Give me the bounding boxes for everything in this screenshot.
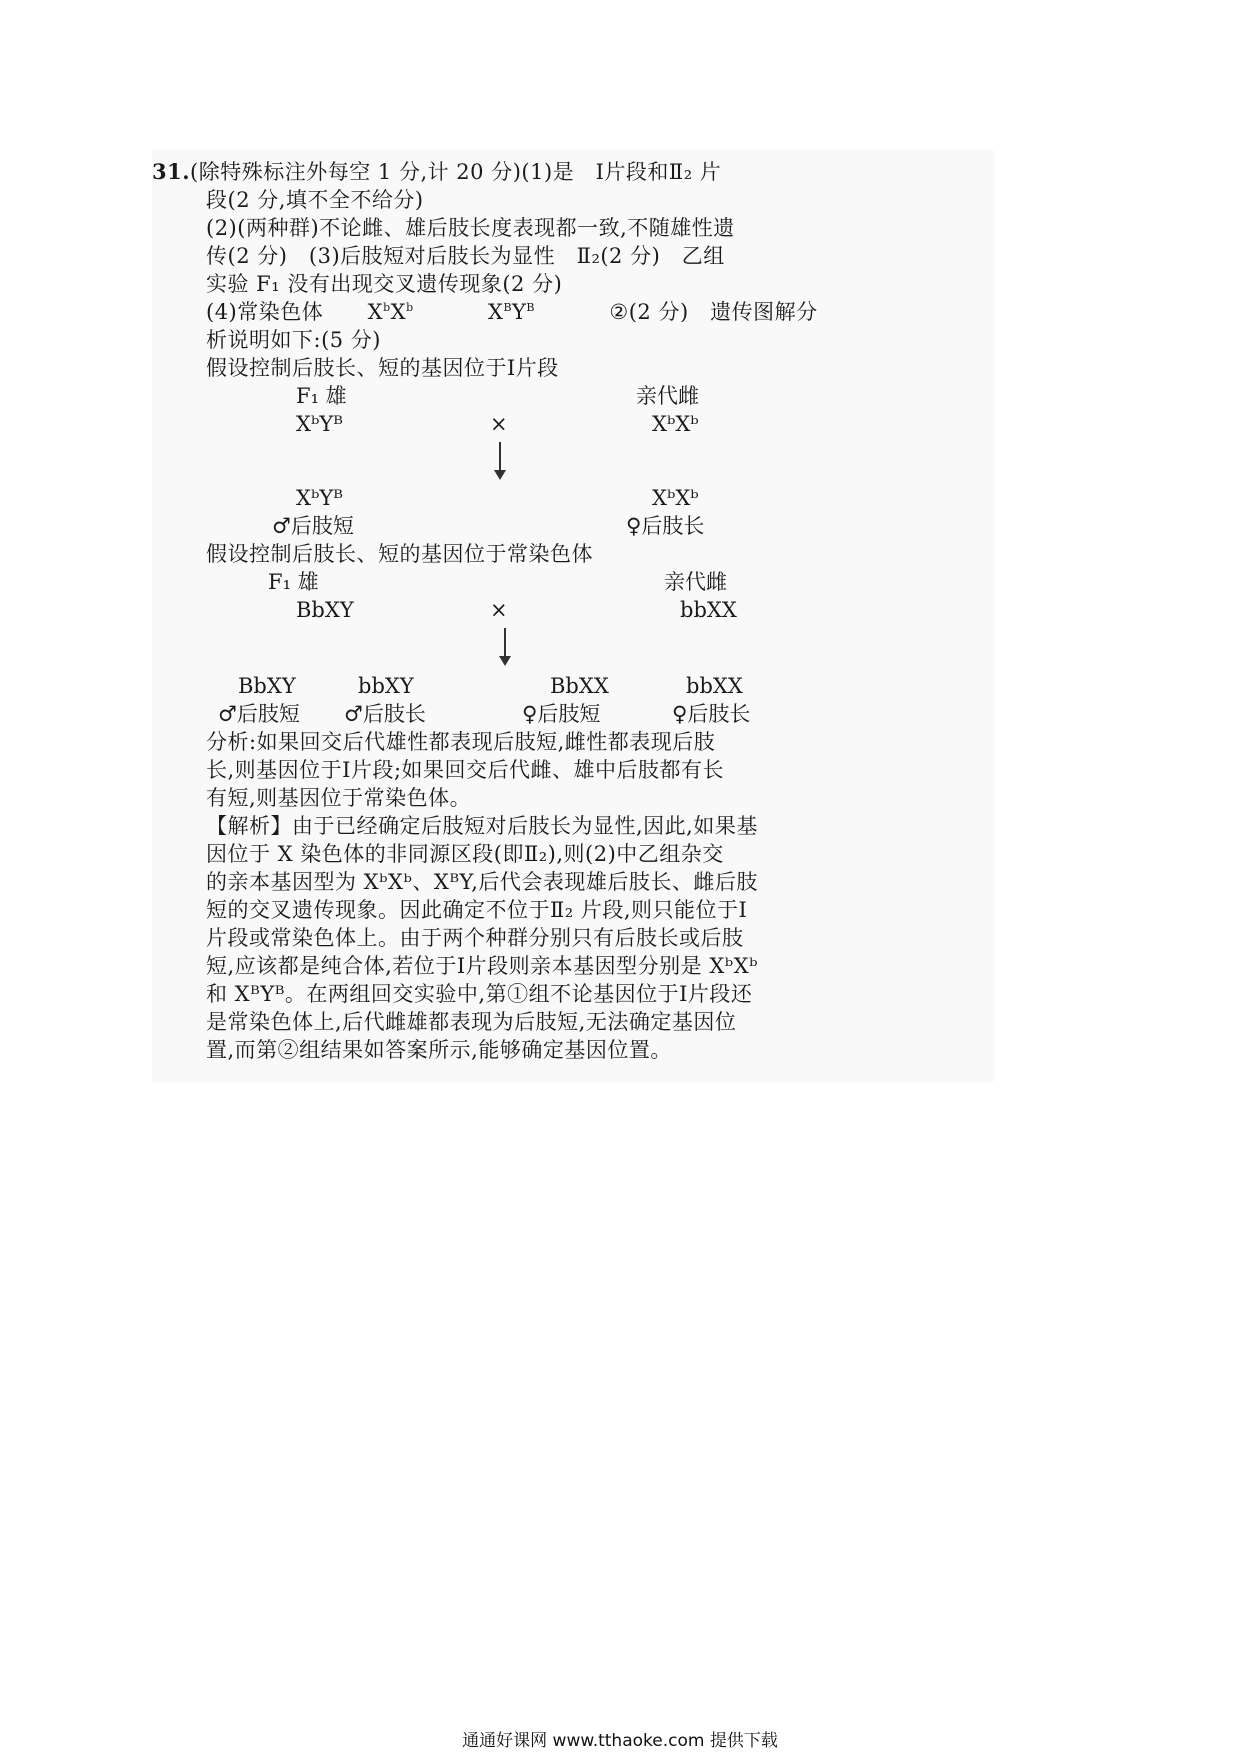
footer-text: 通通好课网 www.tthaoke.com 提供下载 xyxy=(462,1731,778,1751)
cross1-parent-genotype: XᵇXᵇ xyxy=(652,412,699,436)
explanation-line-3: 的亲本基因型为 XᵇXᵇ、XᴮY,后代会表现雄后肢长、雌后肢 xyxy=(206,870,758,894)
genotype-xbxb: $X^bX^b$ xyxy=(367,300,414,324)
cross2-f1-genotype: BbXY xyxy=(296,598,354,622)
cross2-cross-symbol: × xyxy=(490,598,508,622)
answer-line-1 xyxy=(152,158,721,186)
genotype-xbyb: $X^BY^B$ xyxy=(488,300,536,324)
part4-label: (4)常染色体 xyxy=(206,300,324,324)
explanation-line-4: 短的交叉遗传现象。因此确定不位于Ⅱ₂ 片段,则只能位于Ⅰ xyxy=(206,898,748,922)
cross2-offspring-phenotype-1: ♂后肢短 xyxy=(218,702,300,726)
cross1-offspring2-genotype: XᵇXᵇ xyxy=(652,486,699,510)
cross2-offspring-phenotype-3: ♀后肢短 xyxy=(522,702,601,726)
explanation-line-5: 片段或常染色体上。由于两个种群分别只有后肢长或后肢 xyxy=(206,926,744,950)
answer-line-4: 传(2 分) (3)后肢短对后肢长为显性 Ⅱ₂(2 分) 乙组 xyxy=(206,244,725,268)
cross2-offspring-genotype-4: bbXX xyxy=(686,674,743,698)
cross1-parent-label: 亲代雌 xyxy=(636,384,699,408)
answer-text: (除特殊标注外每空 1 分,计 20 分)(1)是 Ⅰ片段和Ⅱ₂ 片 xyxy=(190,160,722,184)
explanation-line-9: 置,而第②组结果如答案所示,能够确定基因位置。 xyxy=(206,1038,672,1062)
explanation-line-8: 是常染色体上,后代雌雄都表现为后肢短,无法确定基因位 xyxy=(206,1010,737,1034)
hypothesis-1-title: 假设控制后肢长、短的基因位于Ⅰ片段 xyxy=(206,356,559,380)
cross2-parent-label: 亲代雌 xyxy=(664,570,727,594)
cross2-f1-label: F₁ 雄 xyxy=(268,570,319,594)
cross2-offspring-phenotype-2: ♂后肢长 xyxy=(344,702,426,726)
cross2-arrow xyxy=(504,628,506,664)
analysis-line-2: 长,则基因位于Ⅰ片段;如果回交后代雌、雄中后肢都有长 xyxy=(206,758,725,782)
answer-line-2: 段(2 分,填不全不给分) xyxy=(206,188,424,212)
cross1-offspring1-phenotype: ♂后肢短 xyxy=(272,514,354,538)
part4-tail: ②(2 分) 遗传图解分 xyxy=(609,300,818,324)
explanation-line-1: 【解析】由于已经确定后肢短对后肢长为显性,因此,如果基 xyxy=(206,814,758,838)
answer-line-3: (2)(两种群)不论雌、雄后肢长度表现都一致,不随雄性遗 xyxy=(206,216,735,240)
question-number: 31. xyxy=(152,159,191,184)
cross1-offspring2-phenotype: ♀后肢长 xyxy=(626,514,705,538)
hypothesis-2-title: 假设控制后肢长、短的基因位于常染色体 xyxy=(206,542,593,566)
cross1-f1-label: F₁ 雄 xyxy=(296,384,347,408)
answer-line-5: 实验 F₁ 没有出现交叉遗传现象(2 分) xyxy=(206,272,563,296)
answer-line-7: 析说明如下:(5 分) xyxy=(206,328,381,352)
answer-line-6 xyxy=(206,298,818,326)
cross1-offspring1-genotype: XᵇYᴮ xyxy=(296,486,343,510)
cross2-offspring-genotype-2: bbXY xyxy=(358,674,414,698)
analysis-line-1: 分析:如果回交后代雄性都表现后肢短,雌性都表现后肢 xyxy=(206,730,716,754)
cross2-parent-genotype: bbXX xyxy=(680,598,737,622)
explanation-line-6: 短,应该都是纯合体,若位于Ⅰ片段则亲本基因型分别是 XᵇXᵇ xyxy=(206,954,759,978)
cross2-offspring-phenotype-4: ♀后肢长 xyxy=(672,702,751,726)
explanation-line-7: 和 XᴮYᴮ。在两组回交实验中,第①组不论基因位于Ⅰ片段还 xyxy=(206,982,753,1006)
cross2-offspring-genotype-1: BbXY xyxy=(238,674,296,698)
cross1-cross-symbol: × xyxy=(490,412,508,436)
cross1-arrow xyxy=(499,442,501,478)
cross1-f1-genotype: XᵇYᴮ xyxy=(296,412,343,436)
cross2-offspring-genotype-3: BbXX xyxy=(550,674,609,698)
analysis-line-3: 有短,则基因位于常染色体。 xyxy=(206,786,472,810)
explanation-line-2: 因位于 X 染色体的非同源区段(即Ⅱ₂),则(2)中乙组杂交 xyxy=(206,842,724,866)
